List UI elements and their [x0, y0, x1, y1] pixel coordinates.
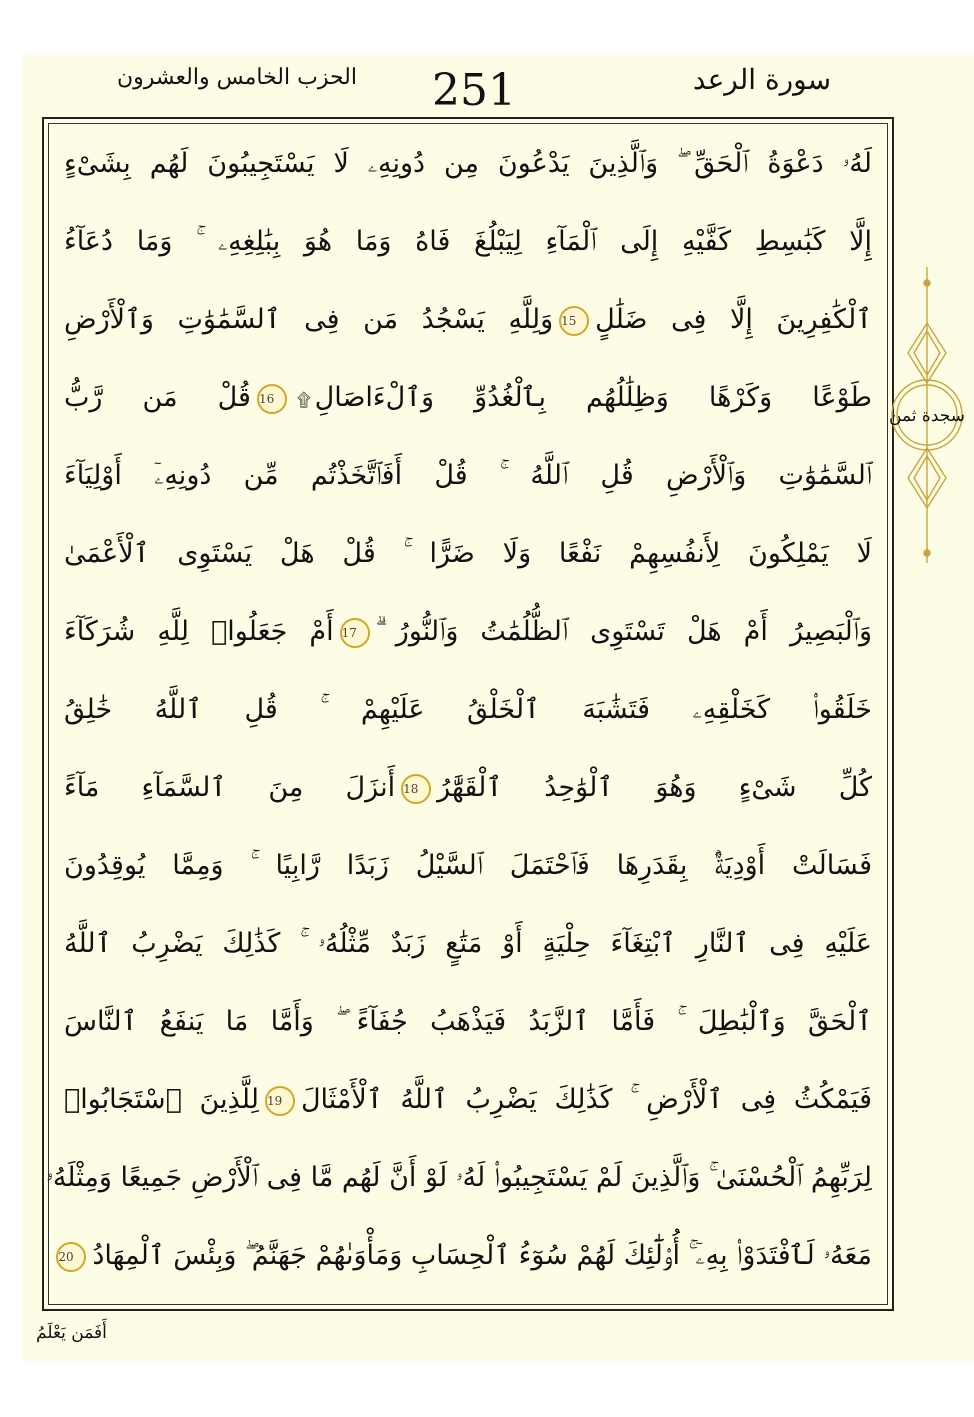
line-text-continued: وَلِلَّهِ يَسْجُدُ مَن فِى ٱلسَّمَٰوَٰتِ وَٱلْأَرْضِ	[64, 304, 554, 335]
line-text: ٱلسَّمَٰوَٰتِ وَٱلْأَرْضِ قُلِ ٱللَّهُ ۚ قُلْ أَفَٱتَّخَذْتُم مِّن دُونِهِۦٓ أَوْلِيَآءَ	[64, 460, 872, 491]
text-line	[64, 827, 872, 905]
text-line	[64, 983, 872, 1061]
quran-text-lines	[46, 125, 873, 1305]
page-number: 251	[432, 65, 516, 116]
verse-number-marker: 19	[265, 1086, 295, 1116]
line-text-continued: أَنزَلَ مِنَ ٱلسَّمَآءِ مَآءً	[64, 772, 396, 803]
hizb-title: الحزب الخامس والعشرون	[116, 65, 357, 90]
line-text: خَلَقُوا۟ كَخَلْقِهِۦ فَتَشَٰبَهَ ٱلْخَلْقُ عَلَيْهِمْ ۚ قُلِ ٱللَّهُ خَٰلِقُ	[64, 694, 872, 725]
line-text: إِلَّا كَبَٰسِطِ كَفَّيْهِ إِلَى ٱلْمَآءِ لِيَبْلُغَ فَاهُ وَمَا هُوَ بِبَٰلِغِهِۦ ۚ وَمَا دُعَآءُ	[64, 226, 872, 257]
text-line	[64, 671, 872, 749]
line-text: مَعَهُۥ لَٱفْتَدَوْا۟ بِهِۦٓ ۚ أُو۟لَٰٓئِكَ لَهُمْ سُوٓءُ ٱلْحِسَابِ وَمَأْوَىٰهُمْ جَهَنَّمُ ۖ وَبِئْسَ ٱلْمِهَادُ	[92, 1240, 872, 1271]
line-text-continued: لِلَّذِينَ ٱسْتَجَابُوا۟	[64, 1084, 259, 1115]
mushaf-page	[22, 55, 974, 1361]
line-text: ٱلْحَقَّ وَٱلْبَٰطِلَ ۚ فَأَمَّا ٱلزَّبَدُ فَيَذْهَبُ جُفَآءً ۖ وَأَمَّا مَا يَنفَعُ ٱلنَّاسَ	[64, 1006, 872, 1037]
line-text: عَلَيْهِ فِى ٱلنَّارِ ٱبْتِغَآءَ حِلْيَةٍ أَوْ مَتَٰعٍ زَبَدٌ مِّثْلُهُۥ ۚ كَذَٰلِكَ يَضْرِبُ ٱللَّهُ	[64, 928, 872, 959]
text-line	[64, 125, 872, 203]
line-text-continued: أَمْ جَعَلُوا۟ لِلَّهِ شُرَكَآءَ	[64, 616, 334, 647]
catchword: أَفَمَن يَعْلَمُ	[36, 1323, 107, 1343]
text-line	[46, 1139, 872, 1217]
text-line	[64, 515, 872, 593]
sajda-label: سجدة ثمن	[889, 406, 965, 426]
verse-number-marker: 15	[559, 306, 589, 336]
surah-title: سورة الرعد	[692, 63, 832, 96]
page-header	[22, 55, 974, 117]
line-text: طَوْعًا وَكَرْهًا وَظِلَٰلُهُم بِٱلْغُدُوِّ وَٱلْءَاصَالِ	[314, 382, 873, 413]
text-line	[64, 281, 872, 359]
line-text: كُلِّ شَىْءٍ وَهُوَ ٱلْوَٰحِدُ ٱلْقَهَّٰرُ	[437, 772, 873, 803]
text-line	[64, 437, 872, 515]
line-text: ٱلْكَٰفِرِينَ إِلَّا فِى ضَلَٰلٍ	[595, 304, 872, 335]
verse-number-marker: 18	[401, 774, 431, 804]
verse-number-marker: 20	[56, 1242, 86, 1272]
text-line	[64, 1061, 872, 1139]
text-line	[64, 905, 872, 983]
line-text: لَهُۥ دَعْوَةُ ٱلْحَقِّ ۖ وَٱلَّذِينَ يَدْعُونَ مِن دُونِهِۦ لَا يَسْتَجِيبُونَ لَهُم بِشَىْءٍ	[64, 148, 872, 179]
text-line	[64, 593, 872, 671]
sajda-ornament	[888, 263, 966, 573]
line-text: فَيَمْكُثُ فِى ٱلْأَرْضِ ۚ كَذَٰلِكَ يَضْرِبُ ٱللَّهُ ٱلْأَمْثَالَ	[300, 1084, 872, 1115]
text-line	[64, 203, 872, 281]
verse-number-marker: 17	[340, 618, 370, 648]
sajda-star-icon: ۩	[296, 390, 311, 411]
text-line	[64, 359, 872, 437]
text-line	[58, 1217, 872, 1295]
line-text: لِرَبِّهِمُ ٱلْحُسْنَىٰ ۚ وَٱلَّذِينَ لَمْ يَسْتَجِيبُوا۟ لَهُۥ لَوْ أَنَّ لَهُم مَّا فِى ٱلْأَرْضِ جَمِيعًا وَمِثْلَهُۥ	[46, 1162, 872, 1193]
line-text: وَٱلْبَصِيرُ أَمْ هَلْ تَسْتَوِى ٱلظُّلُمَٰتُ وَٱلنُّورُ ۗ	[375, 616, 872, 647]
line-text: لَا يَمْلِكُونَ لِأَنفُسِهِمْ نَفْعًا وَلَا ضَرًّا ۚ قُلْ هَلْ يَسْتَوِى ٱلْأَعْمَىٰ	[64, 538, 872, 569]
line-text-continued: قُلْ مَن رَّبُّ	[64, 382, 251, 413]
line-text: فَسَالَتْ أَوْدِيَةٌۢ بِقَدَرِهَا فَٱحْتَمَلَ ٱلسَّيْلُ زَبَدًا رَّابِيًا ۚ وَمِمَّا يُوقِدُونَ	[64, 850, 872, 881]
verse-number-marker: 16	[257, 384, 287, 414]
text-line	[64, 749, 872, 827]
